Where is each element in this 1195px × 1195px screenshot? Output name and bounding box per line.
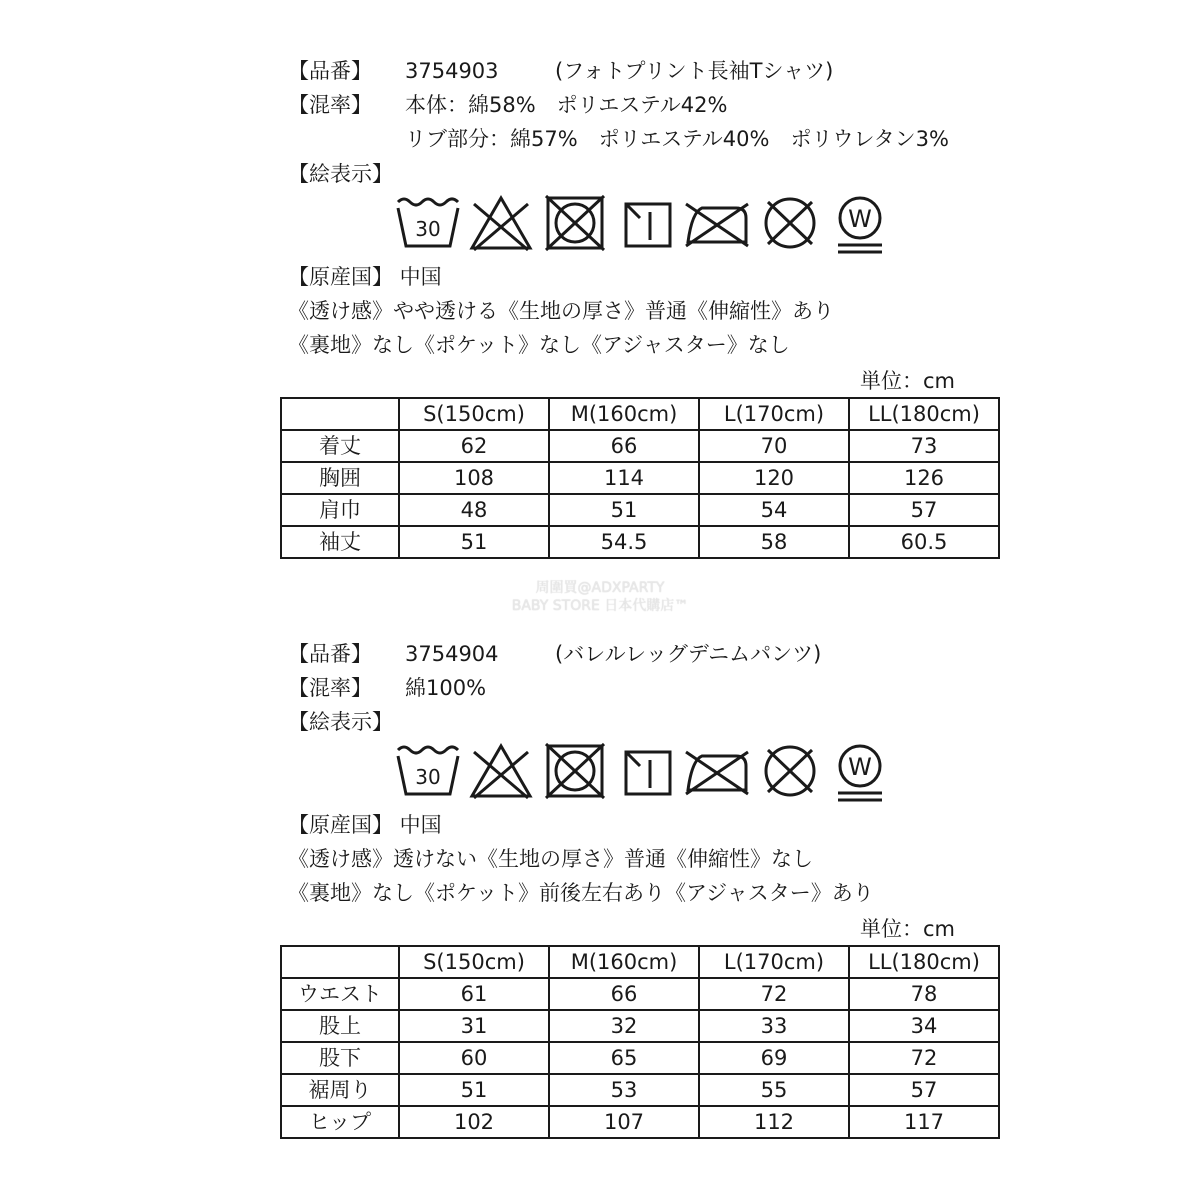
unit-label: 単位：cm — [860, 917, 956, 941]
table-cell: 117 — [849, 1106, 999, 1138]
konritsu-line1: 本体：綿58% ポリエステル42% — [405, 93, 728, 117]
table-cell: 31 — [399, 1010, 549, 1042]
wash-temp-text: 30 — [415, 765, 441, 789]
size-table — [280, 397, 1000, 559]
row-label: ウエスト — [281, 978, 399, 1010]
row-label: 肩巾 — [281, 494, 399, 526]
fabric-props-line2: 《裏地》なし《ポケット》なし《アジャスター》なし — [288, 333, 790, 357]
table-row — [281, 462, 999, 494]
table-cell: 60.5 — [849, 526, 999, 558]
table-header-cell — [281, 398, 399, 430]
table-row — [281, 1042, 999, 1074]
table-cell: 112 — [699, 1106, 849, 1138]
konritsu-line2: リブ部分：綿57% ポリエステル40% ポリウレタン3% — [405, 127, 949, 151]
table-cell: 62 — [399, 430, 549, 462]
origin: 【原産国】 中国 — [288, 813, 442, 837]
table-cell: 60 — [399, 1042, 549, 1074]
row-label: ヒップ — [281, 1106, 399, 1138]
table-cell: 102 — [399, 1106, 549, 1138]
table-row — [281, 978, 999, 1010]
wet-clean-letter: W — [848, 753, 872, 781]
size-table — [280, 945, 1000, 1139]
watermark-line2: BABY STORE 日本代購店™ — [511, 598, 689, 614]
fabric-props-line1: 《透け感》やや透ける《生地の厚さ》普通《伸縮性》あり — [288, 299, 834, 323]
table-cell: 126 — [849, 462, 999, 494]
table-cell: 51 — [399, 526, 549, 558]
care-label: 【絵表示】 — [288, 710, 393, 734]
table-cell: 57 — [849, 1074, 999, 1106]
hinban-label: 【品番】 — [288, 642, 372, 666]
table-cell: 51 — [399, 1074, 549, 1106]
no-bleach-icon — [468, 740, 534, 802]
table-header-cell: LL(180cm) — [849, 946, 999, 978]
hinban-value: 3754904 — [405, 642, 499, 666]
table-cell: 66 — [549, 978, 699, 1010]
table-cell: 107 — [549, 1106, 699, 1138]
product-name: (バレルレッグデニムパンツ) — [555, 642, 822, 666]
row-label: 股下 — [281, 1042, 399, 1074]
wash-30-icon — [392, 740, 464, 802]
konritsu-line1: 綿100% — [405, 676, 487, 700]
no-tumble-dry-icon — [542, 192, 608, 254]
table-cell: 48 — [399, 494, 549, 526]
row-label: 袖丈 — [281, 526, 399, 558]
hinban-label: 【品番】 — [288, 59, 372, 83]
table-cell: 108 — [399, 462, 549, 494]
table-header-cell — [281, 946, 399, 978]
table-cell: 34 — [849, 1010, 999, 1042]
fabric-props-line2: 《裏地》なし《ポケット》前後左右あり《アジャスター》あり — [288, 881, 874, 905]
no-dry-clean-icon — [758, 740, 822, 802]
table-row — [281, 430, 999, 462]
table-cell: 114 — [549, 462, 699, 494]
row-label: 着丈 — [281, 430, 399, 462]
table-cell: 65 — [549, 1042, 699, 1074]
row-label: 裾周り — [281, 1074, 399, 1106]
konritsu-label: 【混率】 — [288, 676, 372, 700]
product-name: (フォトプリント長袖Tシャツ) — [555, 59, 834, 83]
table-cell: 55 — [699, 1074, 849, 1106]
table-cell: 32 — [549, 1010, 699, 1042]
table-cell: 72 — [849, 1042, 999, 1074]
table-header-cell: S(150cm) — [399, 398, 549, 430]
table-row — [281, 1074, 999, 1106]
origin: 【原産国】 中国 — [288, 265, 442, 289]
table-cell: 72 — [699, 978, 849, 1010]
table-cell: 33 — [699, 1010, 849, 1042]
table-row — [281, 526, 999, 558]
table-header-cell: L(170cm) — [699, 946, 849, 978]
table-cell: 120 — [699, 462, 849, 494]
row-label: 胸囲 — [281, 462, 399, 494]
konritsu-label: 【混率】 — [288, 93, 372, 117]
row-label: 股上 — [281, 1010, 399, 1042]
table-cell: 58 — [699, 526, 849, 558]
care-symbols — [392, 740, 892, 808]
no-iron-icon — [682, 192, 752, 254]
unit-label: 単位：cm — [860, 369, 956, 393]
no-tumble-dry-icon — [542, 740, 608, 802]
wash-30-icon — [392, 192, 464, 254]
table-cell: 57 — [849, 494, 999, 526]
no-dry-clean-icon — [758, 192, 822, 254]
table-header-cell: M(160cm) — [549, 946, 699, 978]
care-label: 【絵表示】 — [288, 162, 393, 186]
table-cell: 54.5 — [549, 526, 699, 558]
wet-clean-mild-icon — [832, 192, 888, 260]
wet-clean-letter: W — [848, 205, 872, 233]
table-header-row — [281, 946, 999, 978]
wash-temp-text: 30 — [415, 217, 441, 241]
table-cell: 66 — [549, 430, 699, 462]
wet-clean-mild-icon — [832, 740, 888, 808]
care-symbols — [392, 192, 892, 260]
table-header-cell: L(170cm) — [699, 398, 849, 430]
table-cell: 53 — [549, 1074, 699, 1106]
watermark-line1: 周圍買@ADXPARTY — [535, 580, 665, 596]
table-row — [281, 1106, 999, 1138]
table-cell: 61 — [399, 978, 549, 1010]
table-cell: 70 — [699, 430, 849, 462]
table-cell: 51 — [549, 494, 699, 526]
hinban-value: 3754903 — [405, 59, 499, 83]
fabric-props-line1: 《透け感》透けない《生地の厚さ》普通《伸縮性》なし — [288, 847, 813, 871]
table-header-cell: M(160cm) — [549, 398, 699, 430]
table-cell: 78 — [849, 978, 999, 1010]
no-iron-icon — [682, 740, 752, 802]
table-row — [281, 494, 999, 526]
table-cell: 69 — [699, 1042, 849, 1074]
table-cell: 73 — [849, 430, 999, 462]
table-header-cell: S(150cm) — [399, 946, 549, 978]
line-dry-shade-icon — [620, 192, 676, 254]
no-bleach-icon — [468, 192, 534, 254]
table-header-row — [281, 398, 999, 430]
line-dry-shade-icon — [620, 740, 676, 802]
table-row — [281, 1010, 999, 1042]
table-cell: 54 — [699, 494, 849, 526]
table-header-cell: LL(180cm) — [849, 398, 999, 430]
